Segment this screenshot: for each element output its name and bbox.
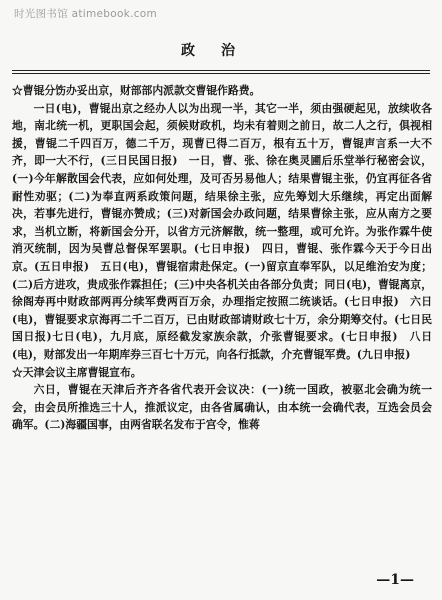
section-headline — [12, 364, 432, 382]
paragraph: 六日，曹锟在天津后齐齐各省代表开会议决：(一)统一国政，被驱北会确为统一会，由会员所推选三十人，推派议定，由各省属确认，由本统一会确代表，互选会员会确军。(二)海疆国事，由两省联名发布于宫令，惟蒋 — [12, 383, 432, 432]
section-2 — [12, 364, 432, 434]
document-body — [12, 82, 432, 434]
star-icon: ☆ — [12, 365, 23, 379]
title-rule-bottom — [12, 73, 430, 74]
section-headline — [12, 82, 432, 100]
paragraph: 一日(电)，曹锟出京之经办人以为出现一半，其它一半，须由强硬起见，放续收各地，南北统一机，更职国会起，须候财政机，均未有着则之前日，故二人之行，俱视相援，曹锟二千四百万，德二千万，现曹已得二百万，根有五十万，曹锟声言系一大不齐，即一大不行，(三日民国日报) 一日，曹、张、徐在奥灵圃后乐堂举行秘密会议，(一)今年解散国会代表，应如何处理，及可否另易他人；结果曹锟主张，仍宜再征各省耐性劝驱；(二)为奉直两系政策问题，结果徐主张，应先筹划大乐继续，再定出面解决，若事先进行，曹锟亦赞成；(三)对新国会办政问题，结果曹徐主张，应从南方之要求，当机立断，将新国会分开，以省方元济解散，统一整理，或可允许。为张作霖牛使消灭统制，因为吴曹总督保军罢职。(七日申报) 四日，曹锟、张作霖今天于今日出京。(五日申报) 五日(电)，曹锟宿肃赴保定。(一)留京直奉军队，以足维治安为度；(二)后方进攻，贵成张作霖担任；(三)中央各机关由各部分负责；同日(电)，曹锟离京，徐阁寿再中财政部两再分续军费两百万余，办理指定按照二统谈话。(七日申报) 六日(电)，曹锟要求京海再二千二百万，已由财政部请财政七十万，余分期筹交付。(七日民国日报)七日(电)，九月底，原经截发家族余款，介张曹锟要求。(七日申报) 八日(电)，财部发出一年期库券三百七十万元，向各行抵款，介充曹锟军费。(九日申报) — [12, 101, 432, 361]
section-1 — [12, 82, 432, 364]
title-rule-top — [12, 70, 430, 71]
section-headline-text: 天津会议主席曹锟宣布。 — [22, 365, 142, 379]
star-icon: ☆ — [12, 84, 23, 97]
watermark: 时光图书馆 atimebook.com — [14, 8, 158, 20]
page-title: 政治 — [181, 43, 261, 59]
section-headline-text: 曹锟分饬办妥出京，财部部内派款交曹锟作路费。 — [22, 84, 261, 97]
page-number: —1— — [376, 572, 414, 588]
